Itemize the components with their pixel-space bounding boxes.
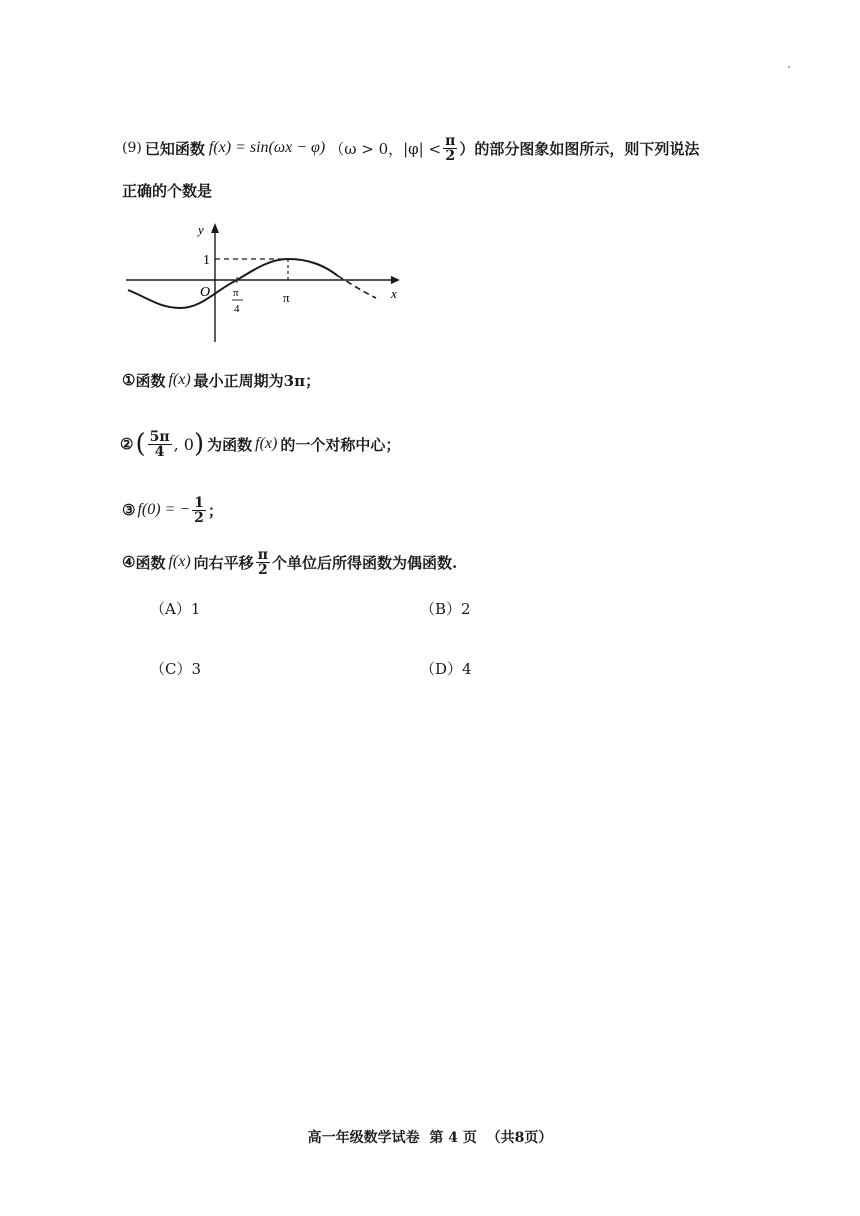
- fraction-denominator: 2: [194, 509, 204, 526]
- x-tick-pi4-num: π: [233, 287, 239, 299]
- statement-4-marker: ④: [122, 553, 136, 571]
- statement-4-text-b: 向右平移: [193, 553, 254, 572]
- fraction-denominator: 2: [257, 561, 268, 578]
- fraction-numerator: 1: [194, 494, 204, 511]
- question-stem-line2: [122, 180, 212, 201]
- x-axis-label: x: [391, 286, 397, 301]
- statement-3: [122, 488, 223, 532]
- statement-1-function: f(x): [168, 371, 191, 388]
- statement-4-fraction: [256, 548, 270, 577]
- scan-speck: [788, 66, 790, 68]
- question-stem-line1: [122, 128, 699, 168]
- statement-4-text-c: 个单位后所得函数为偶函数.: [271, 553, 458, 572]
- x-tick-pi4-den: 4: [234, 303, 240, 315]
- statement-2-point-tail: , 0: [173, 434, 194, 454]
- question-text-suffix: ）的部分图象如图所示，则下列说法: [459, 139, 700, 158]
- question-text-prefix: 已知函数: [144, 139, 205, 158]
- sine-graph: [120, 218, 410, 348]
- question-condition-fraction: [443, 134, 457, 163]
- question-function: f(x) = sin(ωx − φ): [208, 139, 326, 156]
- y-tick-label: 1: [203, 253, 210, 268]
- statement-3-fraction: [192, 496, 206, 525]
- right-paren: ): [193, 429, 205, 459]
- statement-1-marker: ①: [122, 371, 136, 389]
- fraction-numerator: 5π: [149, 428, 170, 445]
- sine-curve-dashed: [338, 276, 376, 298]
- statement-3-marker: ③: [122, 501, 136, 519]
- fraction-denominator: 4: [154, 443, 165, 460]
- fraction-numerator: π: [445, 132, 456, 149]
- fraction-numerator: π: [257, 546, 268, 563]
- option-a[interactable]: （A）1: [150, 600, 201, 618]
- statement-1: [122, 368, 320, 392]
- statement-4-text-a: 函数: [135, 553, 166, 572]
- y-axis-label: y: [198, 222, 204, 237]
- statement-3-function: f(0) = −: [137, 501, 191, 518]
- x-tick-pi-label: π: [283, 290, 290, 305]
- y-axis-arrow: [211, 223, 219, 233]
- option-d[interactable]: （D）4: [420, 660, 472, 678]
- page-footer: 高一年级数学试卷 第 4 页 （共8页）: [307, 1130, 553, 1146]
- statement-4-function: f(x): [168, 553, 191, 570]
- statement-2-text-b: 的一个对称中心；: [280, 435, 401, 454]
- question-text-line2: 正确的个数是: [122, 182, 213, 200]
- statement-2-marker: ②: [120, 435, 134, 453]
- statement-1-text-b: 最小正周期为3π；: [193, 371, 321, 390]
- left-paren: (: [135, 429, 146, 459]
- fraction-denominator: 2: [445, 147, 456, 164]
- statement-1-text-a: 函数: [135, 371, 166, 390]
- option-c[interactable]: （C）3: [150, 660, 202, 678]
- statement-3-end: ；: [207, 501, 223, 520]
- question-condition: （ω > 0，|φ| <: [329, 139, 442, 158]
- statement-2-fraction: [148, 430, 172, 459]
- statement-2: [120, 420, 400, 468]
- option-b[interactable]: （B）2: [420, 600, 471, 618]
- sine-curve-solid: [128, 259, 338, 308]
- origin-label: O: [200, 285, 211, 300]
- x-axis-arrow: [391, 276, 400, 284]
- question-number: (9): [122, 140, 142, 156]
- statement-2-text-a: 为函数: [207, 435, 253, 454]
- statement-4: [122, 540, 457, 584]
- statement-2-function: f(x): [255, 435, 278, 452]
